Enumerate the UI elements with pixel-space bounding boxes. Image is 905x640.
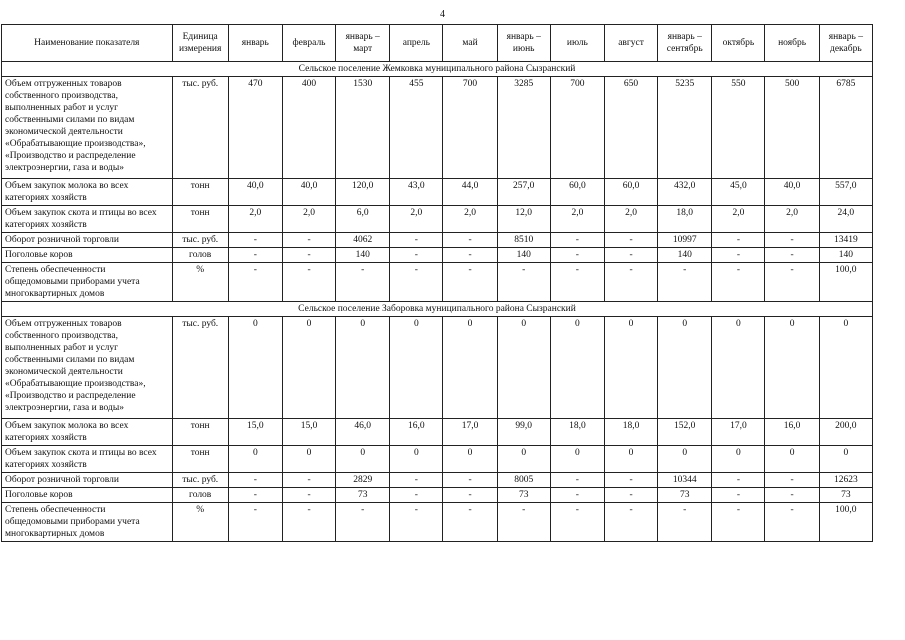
value-cell: - [712, 503, 765, 542]
value-cell: 10997 [658, 233, 712, 248]
value-cell: - [228, 263, 282, 302]
value-cell: 60,0 [550, 179, 604, 206]
value-cell: 2,0 [712, 206, 765, 233]
value-cell: 2829 [336, 473, 390, 488]
value-cell: 140 [819, 248, 872, 263]
section-title: Сельское поселение Жемковка муниципального района Сызранский [2, 62, 873, 77]
table-row [2, 233, 873, 248]
value-cell: 73 [658, 488, 712, 503]
value-cell: 0 [282, 446, 335, 473]
value-cell: - [712, 263, 765, 302]
value-cell: 17,0 [443, 419, 497, 446]
value-cell: 0 [658, 317, 712, 419]
header-month: октябрь [712, 25, 765, 62]
indicator-name: Объем отгруженных товаров собственного производства, выполненных работ и услуг собственными силами по видам экономической деятельности «Обрабатывающие производства», «Производство и распределение электроэнергии, газа и воды» [2, 77, 173, 179]
value-cell: - [443, 263, 497, 302]
value-cell: 2,0 [390, 206, 443, 233]
value-cell: - [712, 248, 765, 263]
value-cell: 120,0 [336, 179, 390, 206]
value-cell: 200,0 [819, 419, 872, 446]
section-title-row [2, 62, 873, 77]
value-cell: 100,0 [819, 503, 872, 542]
value-cell: 15,0 [282, 419, 335, 446]
unit-cell: тыс. руб. [172, 233, 228, 248]
value-cell: 15,0 [228, 419, 282, 446]
unit-cell: тонн [172, 179, 228, 206]
value-cell: 13419 [819, 233, 872, 248]
value-cell: - [282, 233, 335, 248]
table-row [2, 206, 873, 233]
unit-cell: % [172, 263, 228, 302]
value-cell: - [443, 233, 497, 248]
value-cell: 73 [819, 488, 872, 503]
value-cell: - [390, 248, 443, 263]
value-cell: 2,0 [443, 206, 497, 233]
section-title: Сельское поселение Заборовка муниципального района Сызранский [2, 302, 873, 317]
value-cell: 16,0 [390, 419, 443, 446]
value-cell: 0 [390, 446, 443, 473]
indicator-name: Степень обеспеченности общедомовыми приборами учета многоквартирных домов [2, 263, 173, 302]
value-cell: 257,0 [497, 179, 550, 206]
unit-cell: голов [172, 248, 228, 263]
value-cell: - [282, 488, 335, 503]
value-cell: - [604, 248, 657, 263]
value-cell: 0 [712, 317, 765, 419]
value-cell: - [228, 473, 282, 488]
header-month: ноябрь [765, 25, 819, 62]
value-cell: 18,0 [550, 419, 604, 446]
value-cell: 140 [497, 248, 550, 263]
value-cell: 3285 [497, 77, 550, 179]
value-cell: - [443, 473, 497, 488]
value-cell: - [282, 263, 335, 302]
value-cell: - [765, 233, 819, 248]
value-cell: - [550, 263, 604, 302]
header-month: январь [228, 25, 282, 62]
value-cell: - [765, 263, 819, 302]
value-cell: - [282, 503, 335, 542]
table-body [2, 62, 873, 542]
indicator-name: Объем закупок молока во всех категориях хозяйств [2, 179, 173, 206]
value-cell: 100,0 [819, 263, 872, 302]
value-cell: 400 [282, 77, 335, 179]
value-cell: - [443, 503, 497, 542]
indicator-name: Оборот розничной торговли [2, 473, 173, 488]
value-cell: 12623 [819, 473, 872, 488]
header-row [2, 25, 873, 62]
value-cell: - [765, 473, 819, 488]
value-cell: - [390, 263, 443, 302]
page-number: 4 [440, 9, 445, 20]
value-cell: 550 [712, 77, 765, 179]
value-cell: 44,0 [443, 179, 497, 206]
unit-cell: голов [172, 488, 228, 503]
value-cell: 2,0 [604, 206, 657, 233]
value-cell: 73 [336, 488, 390, 503]
value-cell: 0 [819, 317, 872, 419]
value-cell: 0 [550, 317, 604, 419]
value-cell: - [282, 248, 335, 263]
indicator-name: Объем закупок молока во всех категориях хозяйств [2, 419, 173, 446]
value-cell: 40,0 [282, 179, 335, 206]
table-row [2, 77, 873, 179]
value-cell: - [604, 473, 657, 488]
value-cell: - [550, 473, 604, 488]
value-cell: 140 [658, 248, 712, 263]
value-cell: - [604, 263, 657, 302]
value-cell: 16,0 [765, 419, 819, 446]
value-cell: 0 [765, 317, 819, 419]
value-cell: 470 [228, 77, 282, 179]
table-row [2, 503, 873, 542]
value-cell: 6785 [819, 77, 872, 179]
indicator-name: Степень обеспеченности общедомовыми приборами учета многоквартирных домов [2, 503, 173, 542]
value-cell: 43,0 [390, 179, 443, 206]
header-month: январь – март [336, 25, 390, 62]
value-cell: - [390, 473, 443, 488]
value-cell: - [765, 248, 819, 263]
value-cell: 0 [497, 317, 550, 419]
value-cell: 40,0 [765, 179, 819, 206]
value-cell: 8005 [497, 473, 550, 488]
value-cell: 4062 [336, 233, 390, 248]
value-cell: 12,0 [497, 206, 550, 233]
value-cell: 0 [282, 317, 335, 419]
value-cell: - [228, 503, 282, 542]
table-row [2, 248, 873, 263]
unit-cell: % [172, 503, 228, 542]
header-month: январь – сентябрь [658, 25, 712, 62]
value-cell: 0 [658, 446, 712, 473]
value-cell: 2,0 [282, 206, 335, 233]
value-cell: - [550, 488, 604, 503]
value-cell: 140 [336, 248, 390, 263]
table-row [2, 263, 873, 302]
unit-cell: тонн [172, 419, 228, 446]
table-row [2, 419, 873, 446]
unit-cell: тонн [172, 446, 228, 473]
value-cell: - [282, 473, 335, 488]
unit-cell: тыс. руб. [172, 317, 228, 419]
indicator-name: Поголовье коров [2, 248, 173, 263]
value-cell: - [550, 248, 604, 263]
header-month: август [604, 25, 657, 62]
value-cell: - [712, 488, 765, 503]
value-cell: - [604, 503, 657, 542]
value-cell: 2,0 [228, 206, 282, 233]
value-cell: - [390, 233, 443, 248]
header-month: февраль [282, 25, 335, 62]
header-month: июль [550, 25, 604, 62]
value-cell: - [443, 488, 497, 503]
value-cell: 0 [819, 446, 872, 473]
value-cell: 0 [390, 317, 443, 419]
value-cell: - [228, 248, 282, 263]
value-cell: - [712, 233, 765, 248]
value-cell: 0 [550, 446, 604, 473]
indicator-name: Объем закупок скота и птицы во всех категориях хозяйств [2, 206, 173, 233]
value-cell: 700 [550, 77, 604, 179]
section-title-row [2, 302, 873, 317]
value-cell: 45,0 [712, 179, 765, 206]
value-cell: - [336, 503, 390, 542]
unit-cell: тыс. руб. [172, 473, 228, 488]
value-cell: - [228, 233, 282, 248]
indicator-name: Объем отгруженных товаров собственного производства, выполненных работ и услуг собственными силами по видам экономической деятельности «Обрабатывающие производства», «Производство и распределение электроэнергии, газа и воды» [2, 317, 173, 419]
value-cell: 8510 [497, 233, 550, 248]
value-cell: 0 [443, 317, 497, 419]
value-cell: 17,0 [712, 419, 765, 446]
header-month: январь – декабрь [819, 25, 872, 62]
value-cell: 0 [497, 446, 550, 473]
value-cell: 432,0 [658, 179, 712, 206]
unit-cell: тыс. руб. [172, 77, 228, 179]
value-cell: 0 [336, 446, 390, 473]
header-unit: Единица измерения [172, 25, 228, 62]
value-cell: 700 [443, 77, 497, 179]
value-cell: 0 [765, 446, 819, 473]
table-row [2, 473, 873, 488]
value-cell: 500 [765, 77, 819, 179]
value-cell: 0 [228, 446, 282, 473]
header-month: май [443, 25, 497, 62]
value-cell: 455 [390, 77, 443, 179]
value-cell: 0 [604, 317, 657, 419]
table-row [2, 446, 873, 473]
indicator-name: Поголовье коров [2, 488, 173, 503]
value-cell: 0 [712, 446, 765, 473]
value-cell: - [390, 488, 443, 503]
header-name: Наименование показателя [2, 25, 173, 62]
value-cell: - [390, 503, 443, 542]
value-cell: - [497, 263, 550, 302]
value-cell: 557,0 [819, 179, 872, 206]
value-cell: 152,0 [658, 419, 712, 446]
value-cell: - [604, 233, 657, 248]
indicator-name: Объем закупок скота и птицы во всех категориях хозяйств [2, 446, 173, 473]
value-cell: 46,0 [336, 419, 390, 446]
value-cell: - [497, 503, 550, 542]
value-cell: - [228, 488, 282, 503]
value-cell: - [712, 473, 765, 488]
value-cell: - [443, 248, 497, 263]
report-table [1, 24, 873, 542]
unit-cell: тонн [172, 206, 228, 233]
indicator-name: Оборот розничной торговли [2, 233, 173, 248]
value-cell: - [550, 233, 604, 248]
value-cell: 18,0 [658, 206, 712, 233]
value-cell: 60,0 [604, 179, 657, 206]
value-cell: 0 [443, 446, 497, 473]
value-cell: - [765, 503, 819, 542]
value-cell: 2,0 [550, 206, 604, 233]
value-cell: 99,0 [497, 419, 550, 446]
value-cell: 10344 [658, 473, 712, 488]
value-cell: 18,0 [604, 419, 657, 446]
value-cell: - [604, 488, 657, 503]
value-cell: 73 [497, 488, 550, 503]
value-cell: - [336, 263, 390, 302]
table-row [2, 179, 873, 206]
value-cell: 0 [228, 317, 282, 419]
value-cell: 5235 [658, 77, 712, 179]
table-row [2, 488, 873, 503]
header-month: январь – июнь [497, 25, 550, 62]
value-cell: 1530 [336, 77, 390, 179]
value-cell: - [658, 503, 712, 542]
value-cell: 2,0 [765, 206, 819, 233]
value-cell: 0 [604, 446, 657, 473]
value-cell: 40,0 [228, 179, 282, 206]
value-cell: 24,0 [819, 206, 872, 233]
table-row [2, 317, 873, 419]
value-cell: - [765, 488, 819, 503]
value-cell: - [550, 503, 604, 542]
value-cell: - [658, 263, 712, 302]
value-cell: 0 [336, 317, 390, 419]
value-cell: 6,0 [336, 206, 390, 233]
value-cell: 650 [604, 77, 657, 179]
header-month: апрель [390, 25, 443, 62]
